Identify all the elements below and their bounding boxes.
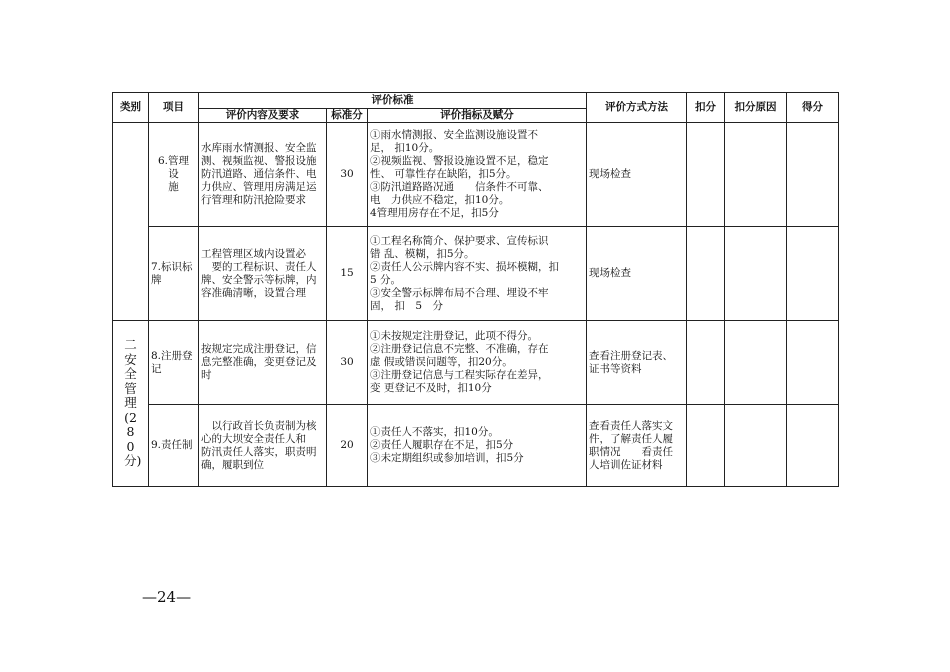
- content-cell: [199, 123, 327, 227]
- indicator-line: ③注册登记信息与工程实际存在差异，: [370, 369, 549, 381]
- method-line: 查看注册登记表、: [589, 349, 674, 362]
- content-cell: [199, 227, 327, 321]
- deduct-reason-cell: [725, 123, 787, 227]
- indicator-line: ①未按规定注册登记，此项不得分。: [370, 330, 538, 342]
- deduct-cell: [687, 227, 725, 321]
- indicator-cell: [368, 123, 587, 227]
- content-line: 要的工程标识、责任人: [201, 260, 317, 273]
- page-number: —24—: [142, 588, 192, 606]
- indicator-cell: [368, 321, 587, 405]
- indicator-line: 虚 假或错误问题等，扣20分。: [370, 356, 513, 368]
- content-line: 确，履职到位: [201, 458, 264, 471]
- content-line: 以行政首长负责制为核: [201, 419, 317, 432]
- indicator-line: ①责任人不落实，扣10分。: [370, 426, 499, 438]
- method-line: 证书等资料: [589, 362, 642, 375]
- deduct-cell: [687, 405, 725, 487]
- content-line: 防汛道路、通信条件、电: [201, 168, 317, 180]
- score-cell: [787, 123, 839, 227]
- table-row: [113, 227, 839, 321]
- content-line: 心的大坝安全责任人和: [201, 432, 306, 445]
- indicator-line: 变 更登记不及时，扣10分: [370, 382, 492, 394]
- method-cell: [587, 405, 687, 487]
- table-row: [113, 321, 839, 405]
- item-line: 牌: [151, 273, 162, 286]
- content-line: 行管理和防汛抢险要求: [201, 194, 306, 206]
- indicator-line: 电 力供应不稳定，扣10分。: [370, 194, 510, 206]
- method-line: 查看责任人落实文: [589, 419, 674, 432]
- deduct-cell: [687, 123, 725, 227]
- item-line: 6.管理: [157, 155, 190, 167]
- table-row: [113, 123, 839, 227]
- standard-score-cell: 30: [327, 123, 368, 227]
- evaluation-table: [112, 92, 839, 487]
- method-line: 人培训佐证材料: [589, 458, 663, 471]
- deduct-reason-cell: [725, 405, 787, 487]
- indicator-line: 4管理用房存在不足，扣5分: [370, 207, 499, 219]
- item-line: 设: [168, 168, 179, 180]
- standard-score-cell: 15: [327, 227, 368, 321]
- standard-score-cell: 30: [327, 321, 368, 405]
- indicator-line: 性、 可靠性存在缺陷，扣5分。: [370, 168, 517, 180]
- indicator-line: ③防汛道路路况通 信条件不可靠、: [370, 181, 549, 193]
- header-category: 类别: [113, 93, 149, 123]
- content-line: 力供应、管理用房满足运: [201, 181, 317, 193]
- item-cell: [149, 405, 199, 487]
- category-cell-safety: [113, 321, 149, 487]
- content-line: 工程管理区域内设置必: [201, 247, 306, 260]
- header-standard-score: 标准分: [327, 109, 368, 123]
- indicator-line: ①工程名称简介、保护要求、宣传标识: [370, 234, 549, 247]
- content-cell: [199, 405, 327, 487]
- standard-score-cell: 20: [327, 405, 368, 487]
- header-standard: 评价标准: [199, 93, 587, 109]
- item-line: 记: [151, 362, 162, 375]
- deduct-reason-cell: [725, 227, 787, 321]
- score-cell: [787, 227, 839, 321]
- header-indicator: 评价指标及赋分: [368, 109, 587, 123]
- indicator-line: ①雨水情测报、安全监测设施设置不: [370, 129, 538, 141]
- indicator-line: 固， 扣 5 分: [370, 299, 444, 312]
- header-score: 得分: [787, 93, 839, 123]
- deduct-reason-cell: [725, 321, 787, 405]
- indicator-cell: [368, 405, 587, 487]
- indicator-line: 错 乱、模糊，扣5分。: [370, 247, 475, 260]
- content-cell: [199, 321, 327, 405]
- header-method: 评价方式方法: [587, 93, 687, 123]
- score-cell: [787, 405, 839, 487]
- category-cell-1: [113, 123, 149, 321]
- score-cell: [787, 321, 839, 405]
- item-cell: [149, 321, 199, 405]
- content-line: 息完整准确，变更登记及: [201, 356, 317, 368]
- content-line: 防汛责任人落实，职责明: [201, 445, 317, 458]
- method-cell: [587, 321, 687, 405]
- indicator-line: ②注册登记信息不完整、不准确，存在: [370, 343, 549, 355]
- content-line: 测、视频监视、警报设施: [201, 155, 317, 167]
- indicator-cell: [368, 227, 587, 321]
- item-line: 8.注册登: [151, 349, 193, 362]
- item-line: 施: [168, 181, 179, 193]
- indicator-line: ②视频监视、警报设施设置不足，稳定: [370, 155, 549, 167]
- item-line: 7.标识标: [151, 260, 193, 273]
- deduct-cell: [687, 321, 725, 405]
- indicator-line: ②责任人履职存在不足，扣5分: [370, 439, 514, 451]
- header-deduct-reason: 扣分原因: [725, 93, 787, 123]
- item-cell: [149, 227, 199, 321]
- content-line: 水库雨水情测报、安全监: [201, 142, 317, 154]
- category-label: 二安全管理(280分): [124, 337, 142, 468]
- header-content: 评价内容及要求: [199, 109, 327, 123]
- content-line: 牌、安全警示等标牌，内: [201, 273, 317, 286]
- table-row: [113, 405, 839, 487]
- indicator-line: ③未定期组织或参加培训，扣5分: [370, 452, 524, 464]
- method-line: 职情况 看责任: [589, 445, 674, 458]
- header-item: 项目: [149, 93, 199, 123]
- item-cell: [149, 123, 199, 227]
- method-cell: 现场检查: [587, 227, 687, 321]
- header-deduct: 扣分: [687, 93, 725, 123]
- content-line: 时: [201, 369, 212, 381]
- item-line: 9.责任制: [151, 439, 193, 451]
- indicator-line: ②责任人公示牌内容不实、损坏模糊，扣: [370, 260, 559, 273]
- indicator-line: ③安全警示标牌布局不合理、埋设不牢: [370, 286, 549, 299]
- content-line: 容准确清晰，设置合理: [201, 286, 306, 299]
- indicator-line: 5 分。: [370, 273, 402, 286]
- content-line: 按规定完成注册登记，信: [201, 343, 317, 355]
- indicator-line: 足， 扣10分。: [370, 142, 440, 154]
- method-cell: 现场检查: [587, 123, 687, 227]
- method-line: 件，了解责任人履: [589, 432, 674, 445]
